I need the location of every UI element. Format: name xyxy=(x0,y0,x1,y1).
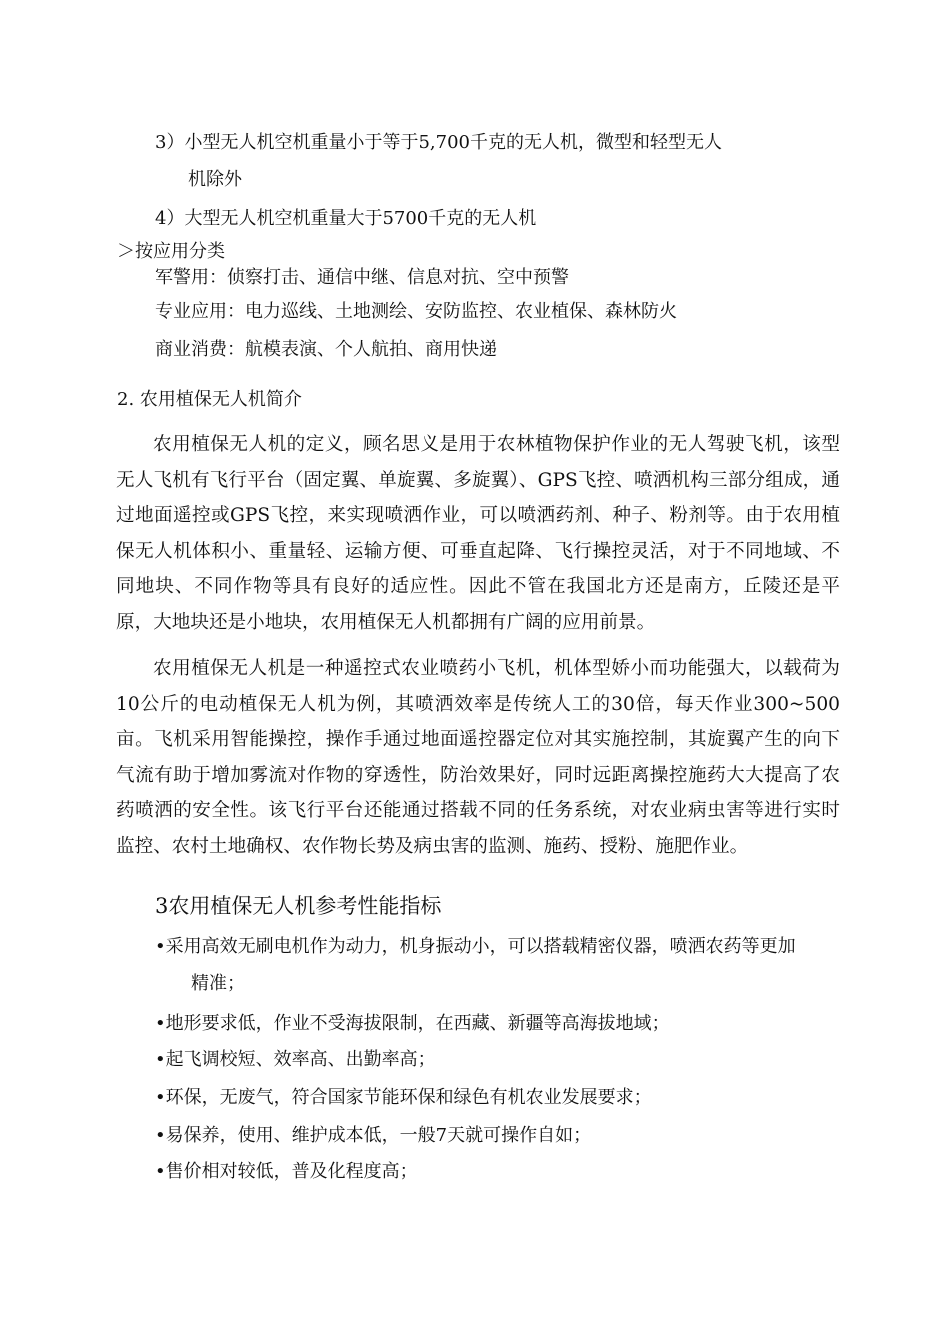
section-2-heading: 2. 农用植保无人机简介 xyxy=(117,389,302,410)
classification-item-3-continuation: 机除外 xyxy=(188,169,242,190)
section-3-heading: 3农用植保无人机参考性能指标 xyxy=(155,894,442,918)
classification-item-4: 4）大型无人机空机重量大于5700千克的无人机 xyxy=(155,208,537,229)
application-professional: 专业应用：电力巡线、土地测绘、安防监控、农业植保、森林防火 xyxy=(155,301,677,322)
performance-bullet-5: •易保养，使用、维护成本低，一般7天就可操作自如； xyxy=(155,1125,592,1146)
section-2-paragraph-1: 农用植保无人机的定义，顾名思义是用于农林植物保护作业的无人驾驶飞机，该型无人飞机有飞行平台（固定翼、单旋翼、多旋翼）、GPS飞控、喷洒机构三部分组成，通过地面遥控或GPS飞控，来实现喷洒作业，可以喷洒药剂、种子、粉剂等。由于农用植保无人机体积小、重量轻、运输方便、可垂直起降、飞行操控灵活，对于不同地域、不同地块、不同作物等具有良好的适应性。因此不管在我国北方还是南方，丘陵还是平原，大地块还是小地块，农用植保无人机都拥有广阔的应用前景。 xyxy=(116,434,840,633)
performance-bullet-3: •起飞调校短、效率高、出勤率高； xyxy=(155,1049,436,1070)
section-2-paragraph-2: 农用植保无人机是一种遥控式农业喷药小飞机，机体型娇小而功能强大，以载荷为10公斤的电动植保无人机为例，其喷洒效率是传统人工的30倍，每天作业300~500亩。飞机采用智能操控，操作手通过地面遥控器定位对其实施控制，其旋翼产生的向下气流有助于增加雾流对作物的穿透性，防治效果好，同时远距离操控施药大大提高了农药喷洒的安全性。该飞行平台还能通过搭载不同的任务系统，对农业病虫害等进行实时监控、农村土地确权、农作物长势及病虫害的监测、施药、授粉、施肥作业。 xyxy=(116,658,840,857)
application-category-heading: ＞按应用分类 xyxy=(117,241,225,262)
performance-bullet-1: •采用高效无刷电机作为动力，机身振动小，可以搭载精密仪器，喷洒农药等更加 xyxy=(155,936,796,957)
performance-bullet-2: •地形要求低，作业不受海拔限制，在西藏、新疆等高海拔地域； xyxy=(155,1013,670,1034)
application-commercial: 商业消费：航模表演、个人航拍、商用快递 xyxy=(155,339,497,360)
performance-bullet-1-continuation: 精准； xyxy=(191,973,245,994)
performance-bullet-6: •售价相对较低，普及化程度高； xyxy=(155,1161,418,1182)
performance-bullet-4: •环保，无废气，符合国家节能环保和绿色有机农业发展要求； xyxy=(155,1087,652,1108)
application-military: 军警用：侦察打击、通信中继、信息对抗、空中预警 xyxy=(155,267,569,288)
classification-item-3: 3）小型无人机空机重量小于等于5,700千克的无人机，微型和轻型无人 xyxy=(155,132,722,153)
